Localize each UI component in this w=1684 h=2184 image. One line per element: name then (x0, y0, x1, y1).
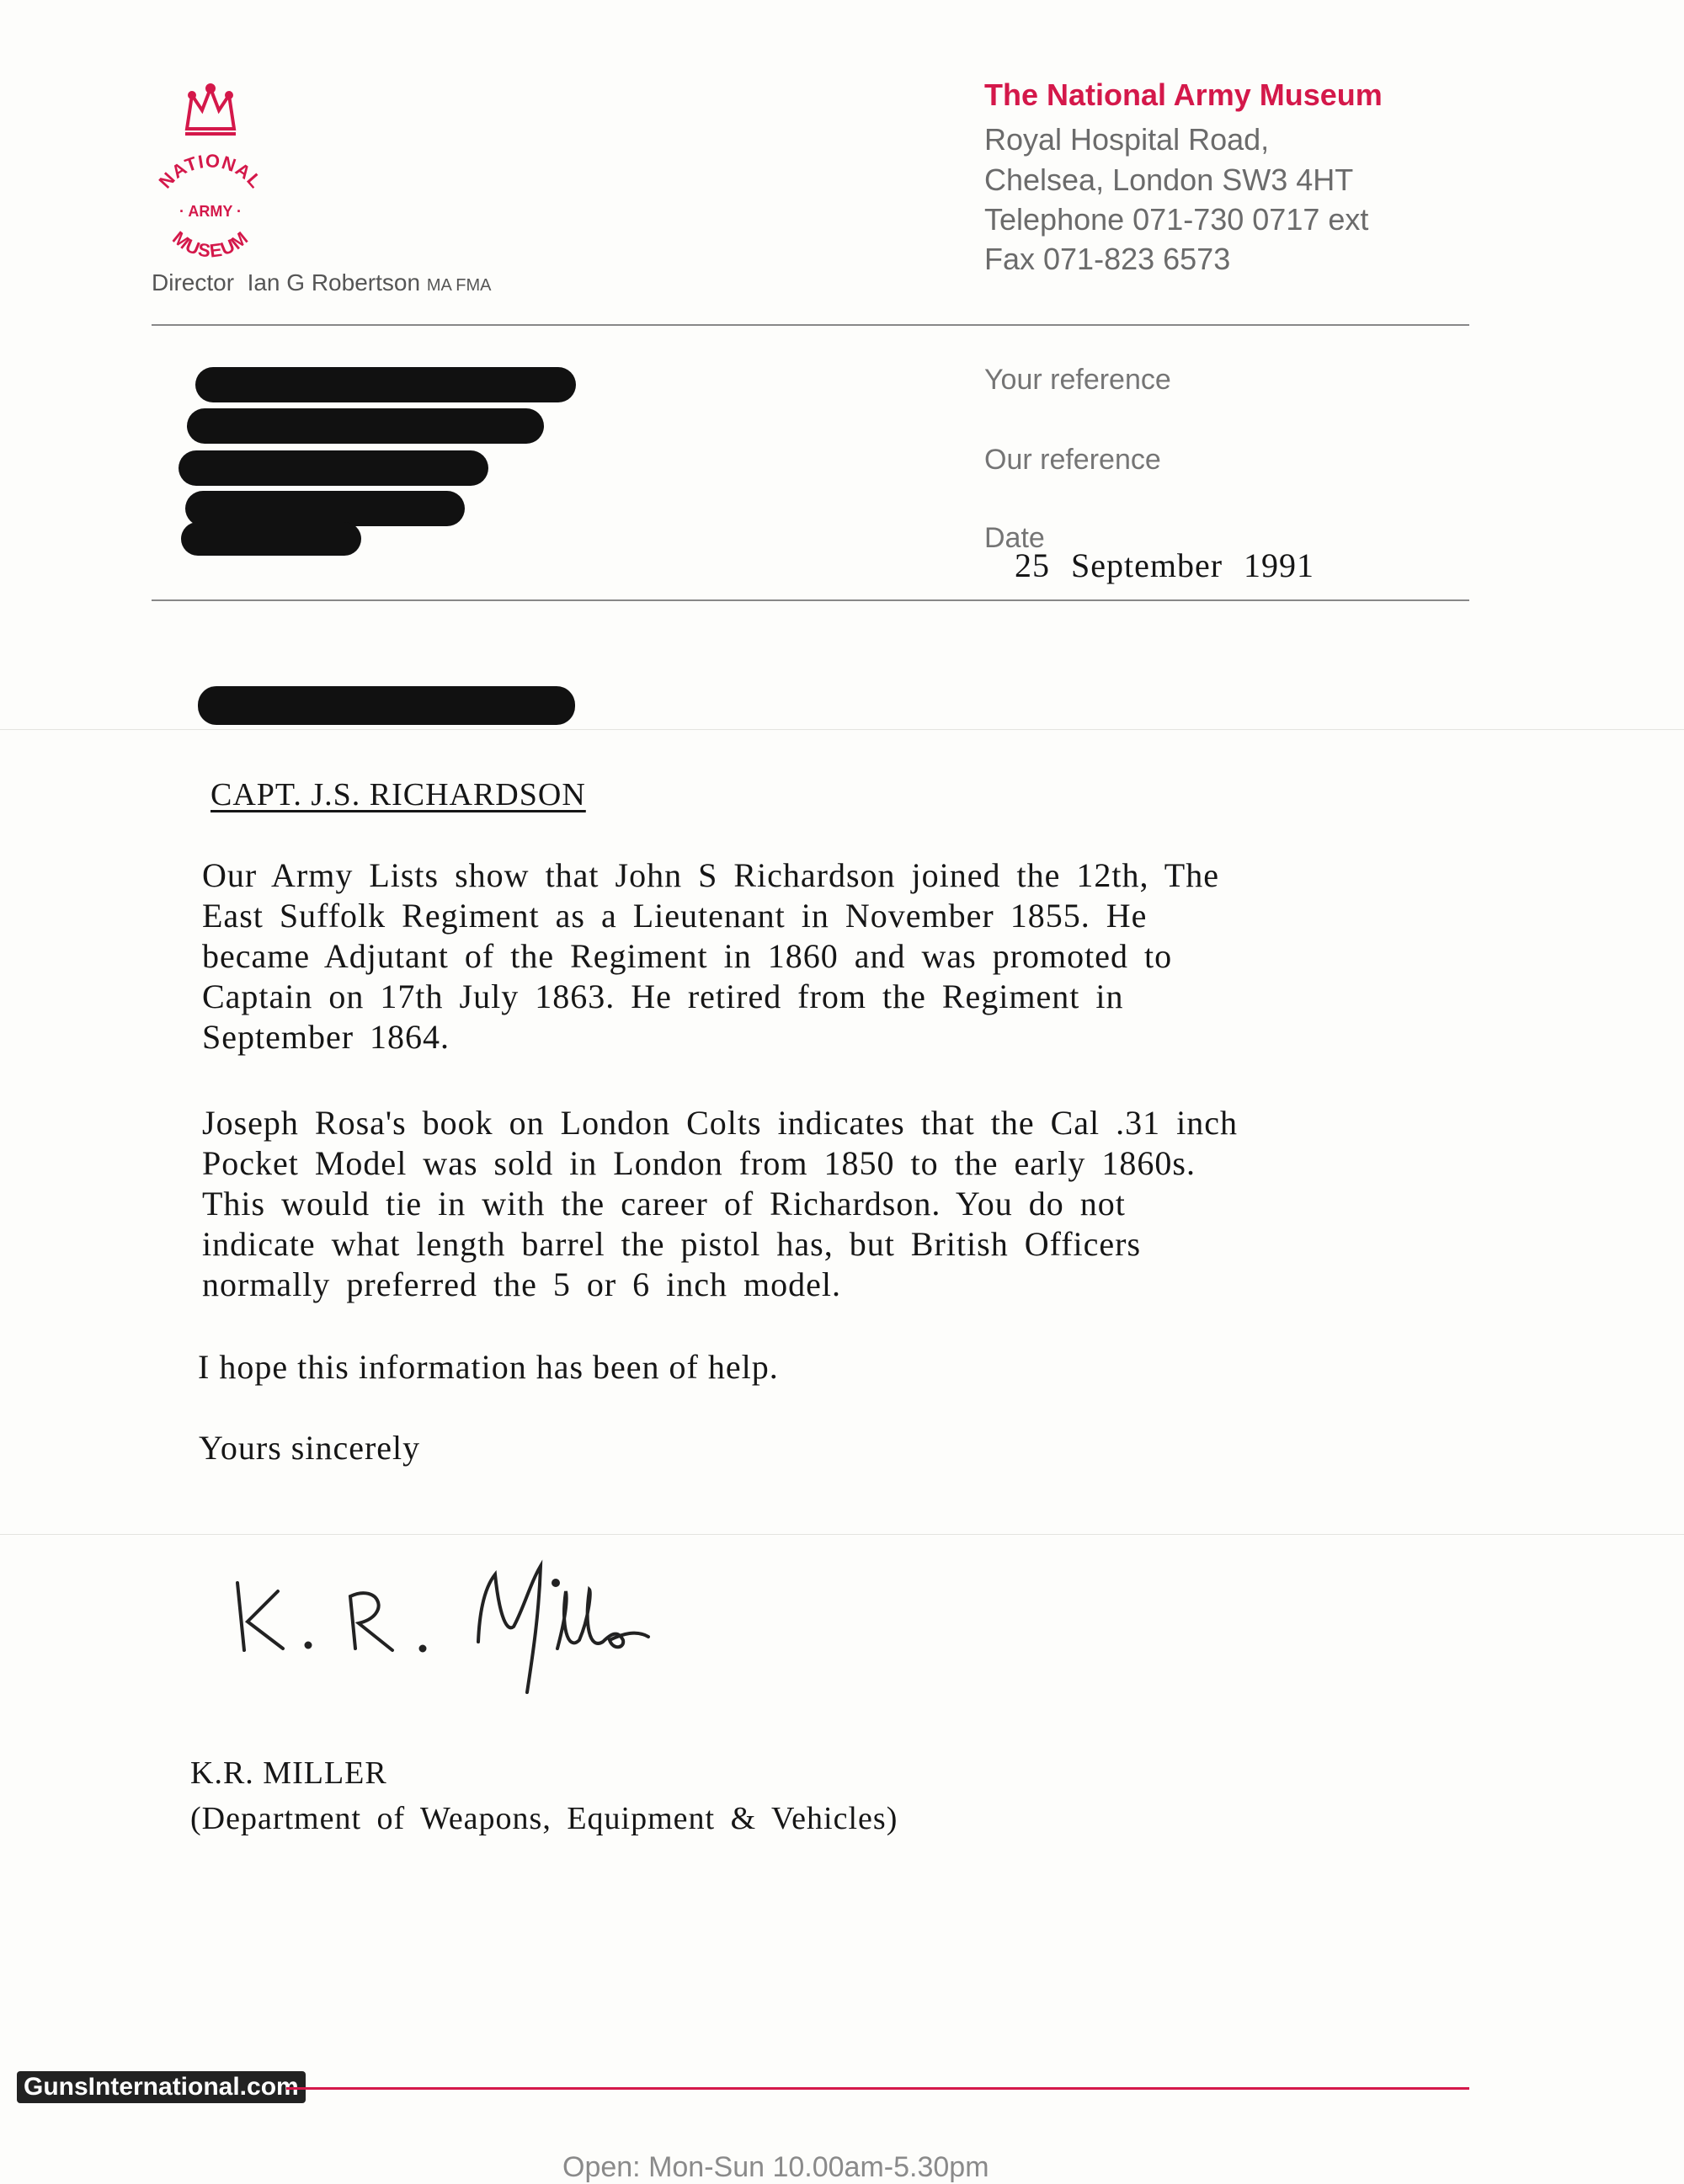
address-line-1: Royal Hospital Road, (984, 122, 1270, 157)
your-reference-label: Your reference (984, 364, 1171, 396)
redacted-address-line (195, 367, 576, 402)
closing: Yours sincerely (199, 1429, 421, 1467)
paragraph-line: normally preferred the 5 or 6 inch model. (202, 1265, 841, 1303)
divider-top (152, 324, 1469, 326)
paragraph-1 (202, 855, 1330, 1057)
paragraph-line: Captain on 17th July 1863. He retired from the Regiment in (202, 977, 1124, 1015)
director-name: Ian G Robertson (247, 269, 421, 296)
footer-rule (286, 2087, 1469, 2090)
date-value: 25 September 1991 (1015, 546, 1315, 584)
logo-bottom-word: MUSEUM (168, 226, 253, 262)
paragraph-line: indicate what length barrel the pistol has, but British Officers (202, 1225, 1142, 1263)
paragraph-line: became Adjutant of the Regiment in 1860 and was promoted to (202, 937, 1173, 975)
redacted-address-line (187, 408, 544, 444)
svg-text:NATIONAL (155, 150, 267, 192)
paragraph-line: Joseph Rosa's book on London Colts indicates that the Cal .31 inch (202, 1104, 1238, 1142)
paper-fold (0, 1534, 1684, 1535)
date-label: Date (984, 522, 1045, 554)
address-line-2: Chelsea, London SW3 4HT (984, 162, 1354, 197)
telephone-line: Telephone 071-730 0717 ext (984, 202, 1369, 237)
org-name: The National Army Museum (984, 77, 1383, 112)
crown-icon (185, 85, 236, 134)
director-line (152, 269, 491, 296)
signer-name: K.R. MILLER (190, 1755, 387, 1791)
opening-hours: Open: Mon-Sun 10.00am-5.30pm (562, 2151, 989, 2183)
director-label: Director (152, 269, 235, 296)
redacted-address-line (181, 522, 361, 556)
paragraph-3: I hope this information has been of help. (198, 1348, 779, 1386)
logo-middle-word: · ARMY · (179, 203, 242, 220)
signer-department: (Department of Weapons, Equipment & Vehicles) (190, 1801, 898, 1836)
paragraph-line: Pocket Model was sold in London from 1850 to the early 1860s. (202, 1144, 1196, 1182)
handwritten-signature (227, 1549, 749, 1701)
subject-line: CAPT. J.S. RICHARDSON (210, 777, 586, 812)
paragraph-2 (202, 1103, 1330, 1305)
our-reference-label: Our reference (984, 444, 1161, 476)
redacted-address-line (179, 450, 488, 486)
national-army-museum-logo (143, 80, 278, 265)
redacted-address-line (185, 491, 465, 526)
director-credentials: MA FMA (426, 276, 492, 295)
paper-fold (0, 729, 1684, 730)
svg-text:MUSEUM (168, 227, 252, 262)
fax-line: Fax 071-823 6573 (984, 242, 1231, 276)
logo-top-word: NATIONAL (154, 150, 267, 193)
paragraph-line: September 1864. (202, 1018, 450, 1056)
divider-bottom (152, 599, 1469, 601)
paragraph-line: This would tie in with the career of Richardson. You do not (202, 1185, 1126, 1223)
redacted-salutation (198, 686, 575, 725)
watermark-logo: GunsInternational.com (17, 2071, 306, 2103)
paragraph-line: Our Army Lists show that John S Richardson joined the 12th, The (202, 856, 1219, 894)
paragraph-line: East Suffolk Regiment as a Lieutenant in November 1855. He (202, 897, 1148, 935)
